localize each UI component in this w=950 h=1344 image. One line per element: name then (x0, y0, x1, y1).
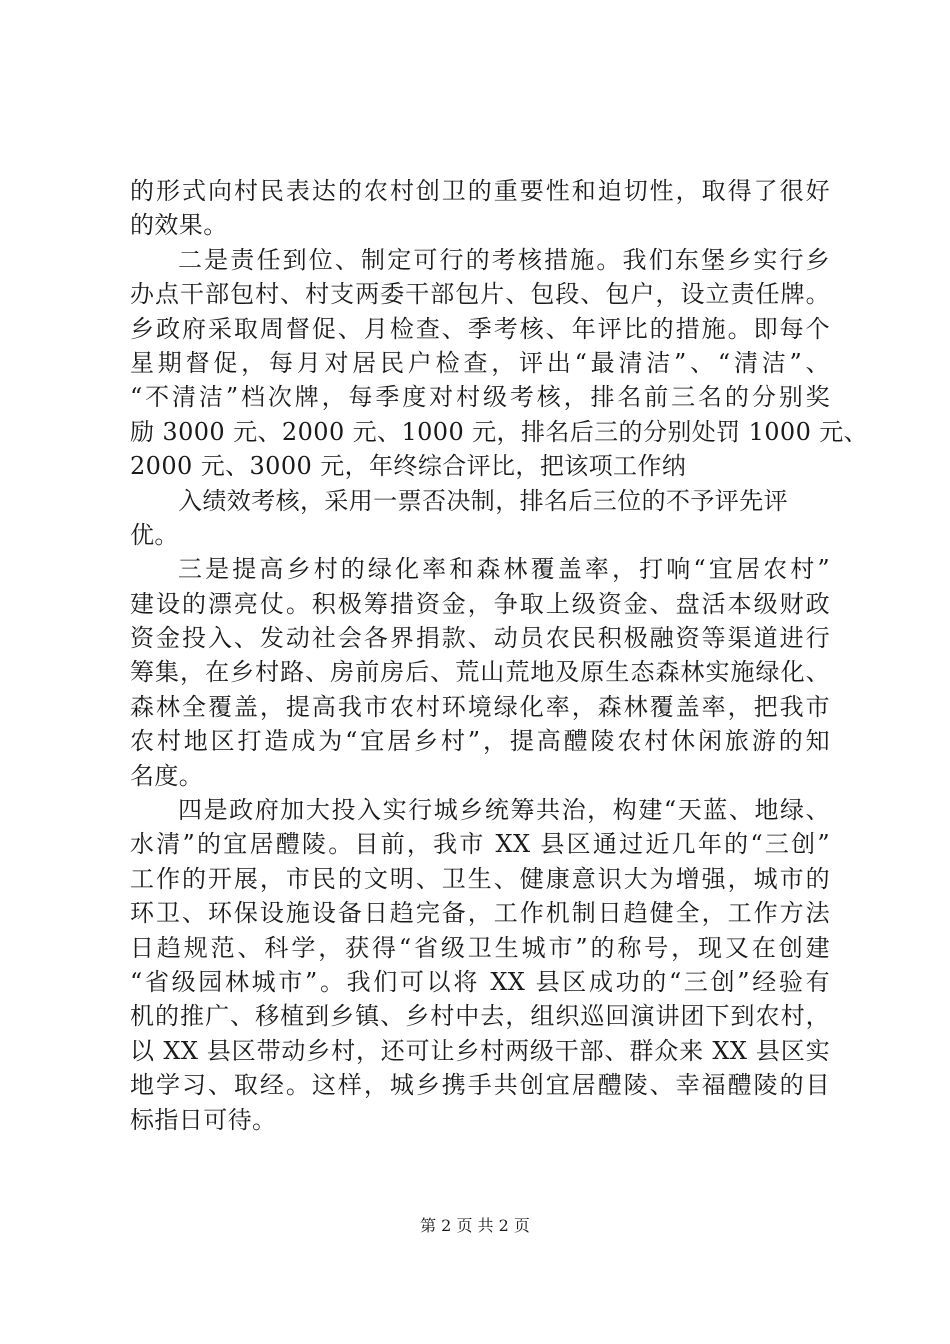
text-line: 星期督促，每月对居民户检查，评出“最清洁”、“清洁”、 (130, 348, 830, 377)
text-line: 以 XX 县区带动乡村，还可让乡村两级干部、群众来 XX 县区实 (130, 1036, 830, 1065)
text-line: 环卫、环保设施设备日趋完备，工作机制日趋健全，工作方法 (130, 899, 830, 928)
page-number-footer: 第 2 页 共 2 页 (420, 1216, 530, 1235)
text-line: 工作的开展，市民的文明、卫生、健康意识大为增强，城市的 (130, 864, 830, 893)
text-line: 优。 (130, 520, 179, 549)
text-line: 2000 元、3000 元，年终综合评比，把该项工作纳 (130, 452, 687, 481)
text-line: 乡政府采取周督促、月检查、季考核、年评比的措施。即每个 (130, 314, 830, 343)
text-line: 的形式向村民表达的农村创卫的重要性和迫切性，取得了很好 (130, 177, 830, 205)
text-line: 筹集，在乡村路、房前房后、荒山荒地及原生态森林实施绿化、 (130, 658, 830, 687)
paragraph-start-line: 二是责任到位、制定可行的考核措施。我们东堡乡实行乡 (178, 245, 830, 274)
text-line: 机的推广、移植到乡镇、乡村中去，组织巡回演讲团下到农村， (130, 1002, 830, 1031)
text-line: 森林全覆盖，提高我市农村环境绿化率，森林覆盖率，把我市 (130, 692, 830, 721)
text-line: 励 3000 元、2000 元、1000 元，排名后三的分别处罚 1000 元、 (130, 417, 869, 446)
text-line: 水清”的宜居醴陵。目前，我市 XX 县区通过近几年的“三创” (130, 830, 830, 859)
text-line: 地学习、取经。这样，城乡携手共创宜居醴陵、幸福醴陵的目 (130, 1071, 830, 1100)
text-line: 名度。 (130, 761, 204, 790)
paragraph-start-line: 入绩效考核，采用一票否决制，排名后三位的不予评先评 (178, 486, 788, 515)
text-line: “不清洁”档次牌，每季度对村级考核，排名前三名的分别奖 (130, 383, 830, 412)
paragraph-start-line: 四是政府加大投入实行城乡统筹共治，构建“天蓝、地绿、 (178, 796, 830, 825)
text-line: 资金投入、发动社会各界捐款、动员农民积极融资等渠道进行 (130, 624, 830, 653)
text-line: “省级园林城市”。我们可以将 XX 县区成功的“三创”经验有 (130, 967, 830, 996)
text-line: 农村地区打造成为“宜居乡村”，提高醴陵农村休闲旅游的知 (130, 727, 830, 756)
document-body (130, 174, 869, 1137)
text-line: 建设的漂亮仗。积极筹措资金，争取上级资金、盘活本级财政 (130, 589, 830, 618)
paragraph-start-line: 三是提高乡村的绿化率和森林覆盖率，打响“宜居农村” (178, 555, 830, 584)
text-line: 日趋规范、科学，获得“省级卫生城市”的称号，现又在创建 (130, 933, 830, 962)
text-line: 的效果。 (130, 211, 228, 240)
text-line: 标指日可待。 (130, 1105, 277, 1134)
text-line: 办点干部包村、村支两委干部包片、包段、包户，设立责任牌。 (130, 280, 830, 309)
